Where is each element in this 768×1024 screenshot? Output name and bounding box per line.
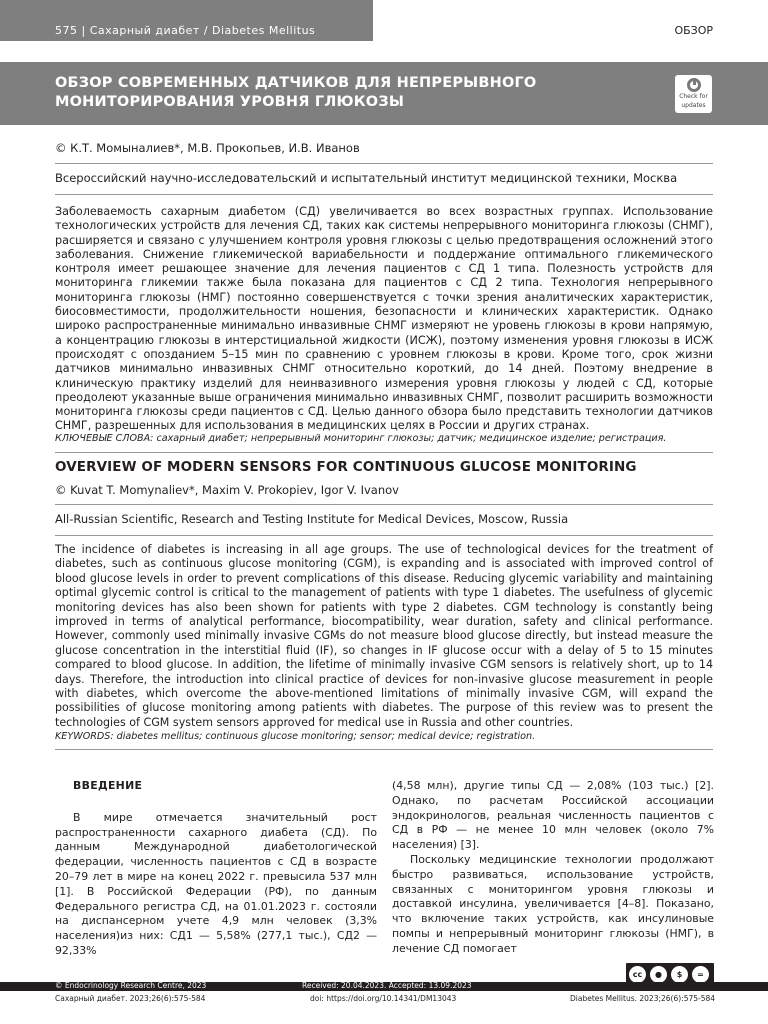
running-head: 575 | Сахарный диабет / Diabetes Mellitus	[55, 24, 316, 37]
authors-en: © Kuvat T. Momynaliev*, Maxim V. Prokopiev, Igor V. Ivanov	[55, 483, 399, 497]
check-updates-icon	[687, 78, 701, 92]
article-title-en: OVERVIEW OF MODERN SENSORS FOR CONTINUOUS GLUCOSE MONITORING	[55, 459, 637, 475]
footer-bar	[0, 982, 768, 991]
by-icon: ●	[650, 966, 667, 983]
divider	[55, 504, 713, 505]
received-date: Received: 20.04.2023. Accepted: 13.09.2023	[302, 981, 472, 990]
right-column	[392, 779, 714, 957]
keywords-ru: КЛЮЧЕВЫЕ СЛОВА: сахарный диабет; непрерывный мониторинг глюкозы; датчик; медицинское изделие; регистрация.	[55, 433, 667, 444]
check-updates-line2: updates	[681, 101, 706, 109]
citation-en: Diabetes Mellitus. 2023;26(6):575-584	[570, 994, 716, 1003]
divider	[55, 194, 713, 195]
paragraph: В мире отмечается значительный рост распространенности сахарного диабета (СД). По данным Международной диабетологической федерации, численность пациентов с СД в возрасте 20–79 лет в мире на конец 2022 г. превысила 537 млн [1]. В Российской Федерации (РФ), по данным Федерального регистра СД, на 01.01.2023 г. состояли на диспансерном учете 4,9 млн человек (3,3% населения)из них: СД1 — 5,58% (277,1 тыс.), СД2 — 92,33%	[55, 810, 377, 957]
citation-ru: Сахарный диабет. 2023;26(6):575-584	[55, 994, 206, 1003]
title-banner	[0, 62, 768, 125]
section-heading: ВВЕДЕНИЕ	[73, 779, 143, 792]
running-header	[0, 0, 768, 41]
section-label: ОБЗОР	[674, 24, 713, 37]
keywords-en: KEYWORDS: diabetes mellitus; continuous glucose monitoring; sensor; medical device; registration.	[55, 731, 536, 742]
paragraph: Поскольку медицинские технологии продолжают быстро развиваться, использование устройств, связанных с мониторингом уровня глюкозы и доставкой инсулина, увеличивается [4–8]. Показано, что включение таких устройств, как инсулиновые помпы и непрерывный мониторинг глюкозы (НМГ), в лечение СД помогает	[392, 852, 714, 955]
divider	[55, 163, 713, 164]
authors-ru: © К.Т. Момыналиев*, М.В. Прокопьев, И.В. Иванов	[55, 141, 360, 155]
nd-icon: =	[692, 966, 709, 983]
divider	[55, 535, 713, 536]
check-for-updates-badge[interactable]	[675, 75, 712, 113]
copyright: © Endocrinology Research Centre, 2023	[55, 981, 207, 990]
divider	[55, 452, 713, 453]
article-title-ru: ОБЗОР СОВРЕМЕННЫХ ДАТЧИКОВ ДЛЯ НЕПРЕРЫВНОГО МОНИТОРИРОВАНИЯ УРОВНЯ ГЛЮКОЗЫ	[55, 75, 537, 110]
abstract-ru: Заболеваемость сахарным диабетом (СД) увеличивается во всех возрастных группах. Использование технологических устройств для лечения СД, таких как системы непрерывного мониторинга глюкозы (СНМГ), расширяется и связано с улучшением контроля уровня глюкозы с целью предотвращения осложнений этого заболевания. Снижение гликемической вариабельности и поддержание оптимального гликемического контроля имеет решающее значение для лечения пациентов с СД 1 типа. Полезность устройств для мониторинга гликемии также была показана для пациентов с СД 2 типа. Технология непрерывного мониторинга глюкозы (НМГ) постоянно совершенствуется с точки зрения аналитических характеристик, биосовместимости, продолжительности ношения, безопасности и клинических характеристик. Однако широко распространенные минимально инвазивные СНМГ измеряют не уровень глюкозы в крови напрямую, а концентрацию глюкозы в интерстициальной жидкости (ИСЖ), поэтому изменения уровня глюкозы в ИСЖ происходят с опозданием 5–15 мин по сравнению с уровнем глюкозы в крови. Кроме того, срок жизни датчиков минимально инвазивных СНМГ относительно короткий, до 14 дней. Поэтому внедрение в клиническую практику изделий для неинвазивного измерения уровня глюкозы у людей с СД, которые преодолеют указанные выше ограничения минимально инвазивных СНМГ, позволит расширить возможности мониторинга глюкозы среди пациентов с СД. Целью данного обзора было представить технологии датчиков СНМГ, разрешенных для использования в медицинских целях в России и других странах.	[55, 205, 713, 433]
left-column	[55, 779, 377, 959]
affiliation-en: All-Russian Scientific, Research and Testing Institute for Medical Devices, Moscow, Russia	[55, 512, 569, 526]
doi-link[interactable]: doi: https://doi.org/10.14341/DM13043	[310, 994, 457, 1003]
affiliation-ru: Всероссийский научно-исследовательский и испытательный институт медицинской техники, Москва	[55, 171, 678, 185]
check-updates-line1: Check for	[679, 93, 708, 100]
running-head-box	[0, 0, 373, 41]
abstract-en: The incidence of diabetes is increasing in all age groups. The use of technological devices for the treatment of diabetes, such as continuous glucose monitoring (CGM), is expanding and is associated with improved control of blood glucose levels in order to prevent complications of this disease. Reducing glycemic variability and maintaining optimal glycemic control is critical to the management of patients with type 1 diabetes. The usefulness of glycemic monitoring devices has also been shown for patients with type 2 diabetes. CGM technology is constantly being improved in terms of analytical performance, biocompatibility, wear duration, safety and clinical performance. However, commonly used minimally invasive CGMs do not measure blood glucose directly, but instead measure the glucose concentration in the interstitial fluid (IF), so changes in IF glucose occur with a delay of 5 to 15 minutes compared to blood glucose. In addition, the lifetime of minimally invasive CGM sensors is relatively short, up to 14 days. Therefore, the introduction into clinical practice of devices for non-invasive glucose measurement in people with diabetes, which overcome the above-mentioned limitations of minimally invasive CGM, will expand the possibilities of glucose monitoring among patients with diabetes. The purpose of this review was to present the technologies of CGM system sensors approved for medical use in Russia and other countries.	[55, 543, 713, 729]
divider	[55, 749, 713, 750]
paragraph: (4,58 млн), другие типы СД — 2,08% (103 тыс.) [2]. Однако, по расчетам Российской ассоциации эндокринологов, реальная численность пациентов с СД в РФ — не менее 10 млн человек (около 7% населения) [3].	[392, 779, 714, 852]
nc-icon: $	[671, 966, 688, 983]
cc-icon: cc	[629, 966, 646, 983]
